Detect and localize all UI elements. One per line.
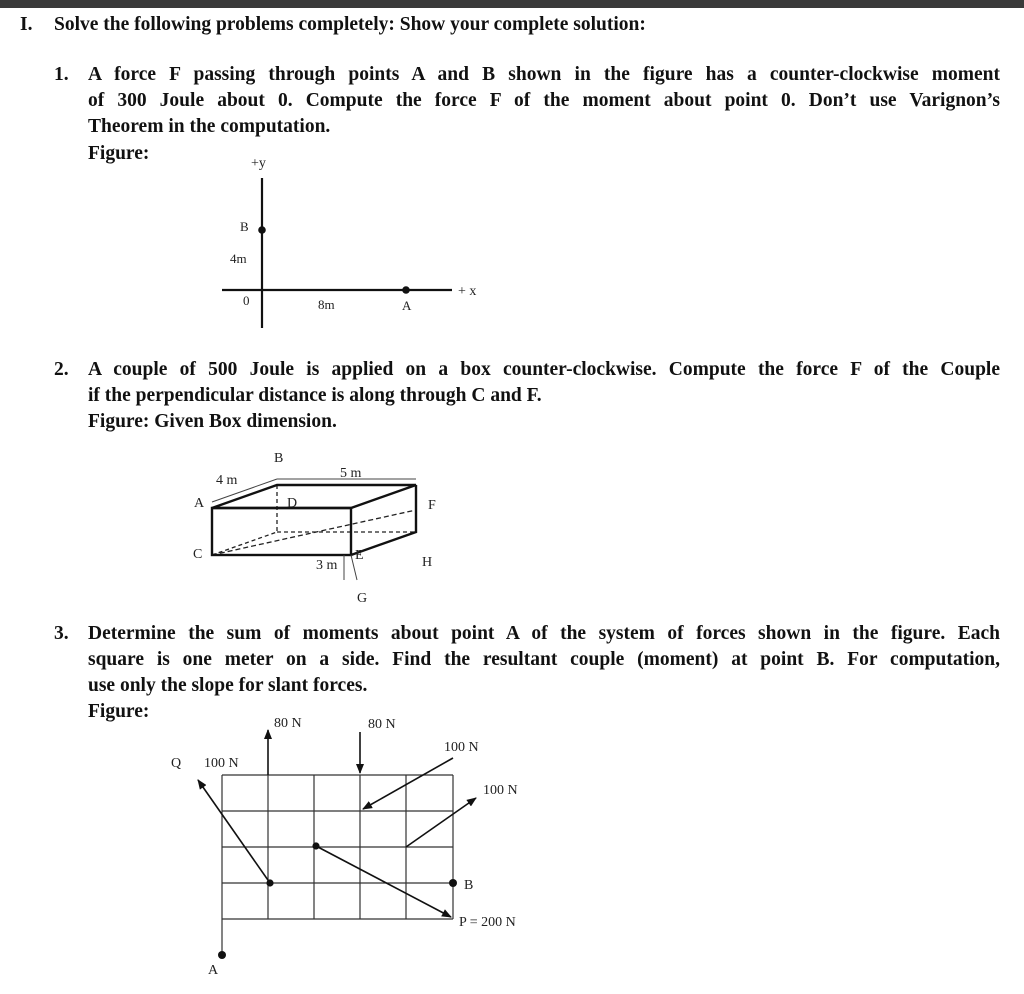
figure-caption: Figure: bbox=[88, 701, 150, 722]
vertex-g-label: G bbox=[357, 591, 368, 606]
force-origin-dot bbox=[266, 879, 273, 886]
problem-text-line: square is one meter on a side. Find the resultant couple (moment) at point B. For computation, bbox=[88, 649, 1000, 670]
force-origin-dot bbox=[312, 842, 319, 849]
force-80n-label: 80 N bbox=[368, 717, 396, 732]
force-80n-label: 80 N bbox=[274, 716, 302, 731]
vertex-e-label: E bbox=[355, 548, 364, 563]
force-p-200n bbox=[316, 846, 451, 917]
vertex-f-label: F bbox=[428, 498, 436, 513]
dimension-4m-label: 4 m bbox=[216, 473, 238, 488]
problem-text-line: A couple of 500 Joule is applied on a box counter-clockwise. Compute the force F of the Couple bbox=[88, 359, 1000, 380]
point-a-label: A bbox=[208, 963, 219, 978]
plus-y-label: +y bbox=[251, 156, 266, 171]
point-q-label: Q bbox=[171, 756, 182, 771]
section-heading: Solve the following problems completely: Show your complete solution: bbox=[54, 14, 646, 35]
section-numeral: I. bbox=[20, 14, 33, 35]
plus-x-label: + x bbox=[458, 284, 477, 299]
origin-label: 0 bbox=[243, 293, 250, 308]
figure-caption: Figure: Given Box dimension. bbox=[88, 411, 337, 432]
dimension-3m-label: 3 m bbox=[316, 558, 338, 573]
force-100n-q bbox=[198, 780, 270, 883]
vertex-d-label: D bbox=[287, 496, 298, 511]
problem-text-line: use only the slope for slant forces. bbox=[88, 675, 368, 696]
force-100n-label: 100 N bbox=[204, 756, 239, 771]
problem-text-line: if the perpendicular distance is along through C and F. bbox=[88, 385, 542, 406]
problem-text-line: Theorem in the computation. bbox=[88, 116, 331, 137]
force-p-label: P = 200 N bbox=[459, 915, 516, 930]
force-100n-top bbox=[363, 758, 453, 809]
vertex-a-label: A bbox=[194, 496, 205, 511]
figure-caption: Figure: bbox=[88, 143, 150, 164]
force-100n-right bbox=[406, 798, 476, 847]
problem-text-line: of 300 Joule about 0. Compute the force F of the moment about point 0. Don’t use Varignon’s bbox=[88, 90, 1000, 111]
vertex-c-label: C bbox=[193, 547, 203, 562]
problem-number: 3. bbox=[54, 623, 69, 644]
dimension-5m-label: 5 m bbox=[340, 466, 362, 481]
problem-text-line: Determine the sum of moments about point A of the system of forces shown in the figure. Each bbox=[88, 623, 1000, 644]
point-b bbox=[449, 879, 457, 887]
vertex-h-label: H bbox=[422, 555, 433, 570]
distance-8m-label: 8m bbox=[318, 297, 335, 312]
point-a bbox=[218, 951, 226, 959]
force-100n-label: 100 N bbox=[483, 783, 518, 798]
point-b-label: B bbox=[464, 878, 474, 893]
point-a-label: A bbox=[402, 298, 412, 313]
point-b-label: B bbox=[240, 219, 249, 234]
problem-number: 2. bbox=[54, 359, 69, 380]
distance-4m-label: 4m bbox=[230, 251, 247, 266]
vertex-b-label: B bbox=[274, 451, 284, 466]
problem-text-line: A force F passing through points A and B shown in the figure has a counter-clockwise moment bbox=[88, 64, 1000, 85]
problem-number: 1. bbox=[54, 64, 69, 85]
force-100n-label: 100 N bbox=[444, 740, 479, 755]
